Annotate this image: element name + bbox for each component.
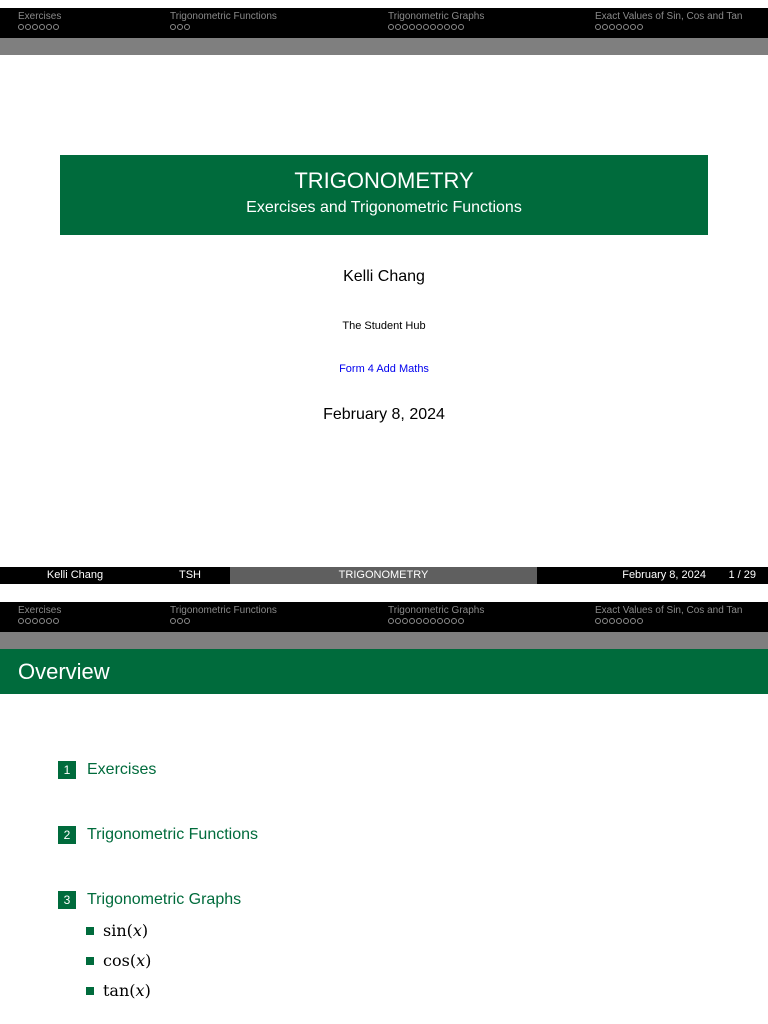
nav-dot-icon[interactable] bbox=[616, 618, 622, 624]
toc-number: 3 bbox=[58, 891, 76, 909]
subsection-bar bbox=[0, 38, 768, 55]
nav-dot-icon[interactable] bbox=[39, 618, 45, 624]
toc-subitem-tan[interactable] bbox=[86, 981, 151, 1000]
nav-dot-icon[interactable] bbox=[395, 24, 401, 30]
nav-dot-icon[interactable] bbox=[416, 24, 422, 30]
nav-section-exercises[interactable] bbox=[18, 604, 61, 624]
nav-dot-icon[interactable] bbox=[423, 618, 429, 624]
nav-dot-icon[interactable] bbox=[39, 24, 45, 30]
nav-dot-icon[interactable] bbox=[32, 618, 38, 624]
nav-dot-icon[interactable] bbox=[395, 618, 401, 624]
nav-dot-icon[interactable] bbox=[451, 618, 457, 624]
square-bullet-icon bbox=[86, 957, 94, 965]
section-navigation-bar bbox=[0, 602, 768, 632]
nav-dots bbox=[595, 24, 743, 30]
toc-item-trigonometric-functions[interactable] bbox=[58, 826, 258, 844]
nav-dots bbox=[595, 618, 743, 624]
function-argument: x bbox=[136, 951, 146, 970]
toc-subitem-cos[interactable] bbox=[86, 951, 151, 970]
nav-dot-icon[interactable] bbox=[46, 24, 52, 30]
nav-dot-icon[interactable] bbox=[409, 24, 415, 30]
nav-dot-icon[interactable] bbox=[458, 618, 464, 624]
toc-subitem-label: sin(x) bbox=[103, 921, 149, 940]
nav-section-title: Exact Values of Sin, Cos and Tan bbox=[595, 11, 743, 22]
nav-dots bbox=[388, 618, 484, 624]
nav-dot-icon[interactable] bbox=[637, 618, 643, 624]
toc-number: 2 bbox=[58, 826, 76, 844]
nav-dots bbox=[388, 24, 484, 30]
nav-dot-icon[interactable] bbox=[609, 618, 615, 624]
nav-section-title: Trigonometric Functions bbox=[170, 605, 277, 616]
toc-label: Exercises bbox=[87, 761, 157, 778]
footer-title: TRIGONOMETRY bbox=[230, 567, 537, 584]
function-name: cos bbox=[103, 951, 130, 970]
nav-dot-icon[interactable] bbox=[637, 24, 643, 30]
nav-dot-icon[interactable] bbox=[184, 618, 190, 624]
nav-dot-icon[interactable] bbox=[602, 618, 608, 624]
nav-dot-icon[interactable] bbox=[388, 24, 394, 30]
nav-dot-icon[interactable] bbox=[53, 24, 59, 30]
nav-dot-icon[interactable] bbox=[177, 618, 183, 624]
nav-section-title: Trigonometric Functions bbox=[170, 11, 277, 22]
nav-section-title: Exercises bbox=[18, 605, 62, 616]
nav-section-exercises[interactable] bbox=[18, 10, 61, 30]
nav-dot-icon[interactable] bbox=[609, 24, 615, 30]
nav-section-trigonometric-functions[interactable] bbox=[170, 604, 277, 624]
function-argument: x bbox=[132, 921, 142, 940]
nav-dot-icon[interactable] bbox=[388, 618, 394, 624]
course-link[interactable]: Form 4 Add Maths bbox=[339, 363, 429, 375]
frame-title-bar bbox=[0, 649, 768, 694]
nav-section-title: Exercises bbox=[18, 11, 62, 22]
subsection-bar bbox=[0, 632, 768, 649]
nav-section-trigonometric-functions[interactable] bbox=[170, 10, 277, 30]
nav-dot-icon[interactable] bbox=[623, 24, 629, 30]
toc-subitem-label: tan(x) bbox=[103, 981, 151, 1000]
toc-item-trigonometric-graphs[interactable] bbox=[58, 891, 241, 909]
nav-dot-icon[interactable] bbox=[170, 618, 176, 624]
presentation-date: February 8, 2024 bbox=[323, 406, 445, 423]
frame-title: Overview bbox=[18, 659, 110, 684]
nav-dots bbox=[18, 618, 61, 624]
nav-section-title: Trigonometric Graphs bbox=[388, 11, 485, 22]
nav-dot-icon[interactable] bbox=[437, 24, 443, 30]
nav-dot-icon[interactable] bbox=[451, 24, 457, 30]
toc-label: Trigonometric Graphs bbox=[87, 891, 242, 908]
function-argument: x bbox=[135, 981, 145, 1000]
nav-dot-icon[interactable] bbox=[458, 24, 464, 30]
footer-institute: TSH bbox=[150, 567, 230, 584]
presentation-subtitle: Exercises and Trigonometric Functions bbox=[246, 199, 522, 216]
toc-subitem-sin[interactable] bbox=[86, 921, 148, 940]
nav-dot-icon[interactable] bbox=[630, 24, 636, 30]
author-name: Kelli Chang bbox=[343, 268, 425, 285]
nav-dot-icon[interactable] bbox=[444, 24, 450, 30]
institute-name: The Student Hub bbox=[342, 320, 426, 332]
toc-subitem-label: cos(x) bbox=[103, 951, 152, 970]
nav-dot-icon[interactable] bbox=[437, 618, 443, 624]
nav-dot-icon[interactable] bbox=[25, 24, 31, 30]
nav-dot-icon[interactable] bbox=[595, 24, 601, 30]
nav-section-trigonometric-graphs[interactable] bbox=[388, 10, 484, 30]
nav-dot-icon[interactable] bbox=[430, 24, 436, 30]
nav-dot-icon[interactable] bbox=[616, 24, 622, 30]
nav-dot-icon[interactable] bbox=[18, 24, 24, 30]
footer-author: Kelli Chang bbox=[0, 567, 150, 584]
toc-item-exercises[interactable] bbox=[58, 761, 156, 779]
section-navigation-bar bbox=[0, 8, 768, 38]
nav-dot-icon[interactable] bbox=[595, 618, 601, 624]
nav-dot-icon[interactable] bbox=[25, 618, 31, 624]
nav-dot-icon[interactable] bbox=[423, 24, 429, 30]
square-bullet-icon bbox=[86, 987, 94, 995]
nav-dot-icon[interactable] bbox=[32, 24, 38, 30]
overview-slide bbox=[0, 594, 768, 1024]
nav-dot-icon[interactable] bbox=[623, 618, 629, 624]
footer-bar bbox=[0, 567, 768, 584]
nav-section-title: Trigonometric Graphs bbox=[388, 605, 485, 616]
nav-dot-icon[interactable] bbox=[53, 618, 59, 624]
square-bullet-icon bbox=[86, 927, 94, 935]
nav-dot-icon[interactable] bbox=[409, 618, 415, 624]
nav-dot-icon[interactable] bbox=[402, 24, 408, 30]
nav-section-exact-values[interactable] bbox=[595, 604, 743, 624]
toc-number: 1 bbox=[58, 761, 76, 779]
footer-date-cell bbox=[537, 567, 768, 584]
footer-date: February 8, 2024 bbox=[622, 569, 706, 581]
nav-dot-icon[interactable] bbox=[430, 618, 436, 624]
nav-dot-icon[interactable] bbox=[602, 24, 608, 30]
toc-label: Trigonometric Functions bbox=[87, 826, 259, 843]
nav-dot-icon[interactable] bbox=[184, 24, 190, 30]
nav-dot-icon[interactable] bbox=[444, 618, 450, 624]
nav-dot-icon[interactable] bbox=[416, 618, 422, 624]
nav-dot-icon[interactable] bbox=[402, 618, 408, 624]
function-name: tan bbox=[103, 981, 130, 1000]
nav-section-trigonometric-graphs[interactable] bbox=[388, 604, 484, 624]
footer-page-number: 1 / 29 bbox=[728, 569, 756, 581]
nav-dot-icon[interactable] bbox=[177, 24, 183, 30]
presentation-title: TRIGONOMETRY bbox=[294, 168, 474, 193]
title-box bbox=[60, 155, 708, 235]
nav-section-exact-values[interactable] bbox=[595, 10, 743, 30]
nav-section-title: Exact Values of Sin, Cos and Tan bbox=[595, 605, 743, 616]
nav-dot-icon[interactable] bbox=[18, 618, 24, 624]
nav-dots bbox=[18, 24, 61, 30]
nav-dot-icon[interactable] bbox=[170, 24, 176, 30]
nav-dots bbox=[170, 24, 277, 30]
nav-dot-icon[interactable] bbox=[46, 618, 52, 624]
function-name: sin bbox=[103, 921, 127, 940]
nav-dot-icon[interactable] bbox=[630, 618, 636, 624]
nav-dots bbox=[170, 618, 277, 624]
